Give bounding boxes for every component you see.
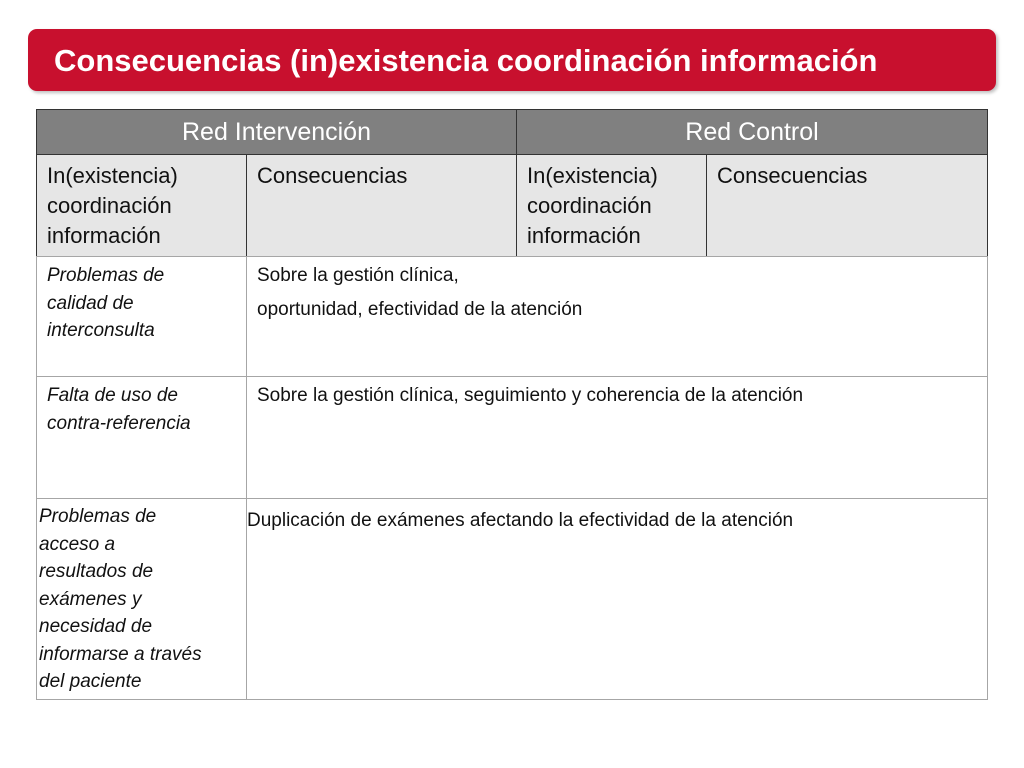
subheader-line: Consecuencias	[717, 163, 868, 188]
problem-line: acceso a	[39, 533, 116, 555]
subheader-line: coordinación	[527, 193, 652, 218]
subheader-line: coordinación	[47, 193, 172, 218]
problem-line: informarse a través	[39, 643, 202, 665]
subheader-line: información	[47, 223, 161, 248]
group-header-label: Red Intervención	[181, 117, 371, 146]
problem-line: exámenes y	[39, 588, 142, 610]
row-2-problem	[36, 376, 247, 499]
title-bar	[28, 29, 996, 91]
row-3-consequence	[246, 498, 988, 700]
problem-line: Problemas de	[47, 265, 165, 286]
subheader-control-consequences	[706, 154, 988, 257]
problem-line: contra-referencia	[47, 412, 191, 434]
group-header-intervention	[36, 109, 517, 155]
subheader-intervention-consequences	[246, 154, 517, 257]
problem-line: necesidad de	[39, 616, 153, 637]
subheader-line: In(existencia)	[527, 163, 658, 188]
group-header-control	[516, 109, 988, 155]
group-header-label: Red Control	[685, 117, 819, 146]
row-1-problem	[36, 256, 247, 377]
problem-line: Problemas de	[39, 506, 157, 527]
row-1-consequence	[246, 256, 988, 377]
problem-line: calidad de	[47, 292, 134, 314]
subheader-control-existence	[516, 154, 707, 257]
page-title: Consecuencias (in)existencia coordinación información	[54, 43, 878, 78]
problem-line: Falta de uso de	[47, 385, 178, 406]
consequence-line: Duplicación de exámenes afectando la efectividad de la atención	[247, 510, 794, 531]
row-3-problem	[36, 498, 247, 700]
comparison-table	[36, 109, 988, 700]
problem-line: resultados de	[39, 561, 154, 582]
subheader-intervention-existence	[36, 154, 247, 257]
row-2-consequence	[246, 376, 988, 499]
subheader-line: Consecuencias	[257, 163, 408, 188]
problem-line: del paciente	[39, 671, 142, 692]
consequence-line: oportunidad, efectividad de la atención	[257, 299, 583, 320]
subheader-line: In(existencia)	[47, 163, 178, 188]
consequence-line: Sobre la gestión clínica, seguimiento y coherencia de la atención	[257, 385, 804, 406]
subheader-line: información	[527, 223, 641, 248]
problem-line: interconsulta	[47, 320, 155, 341]
consequence-line: Sobre la gestión clínica,	[257, 265, 459, 286]
